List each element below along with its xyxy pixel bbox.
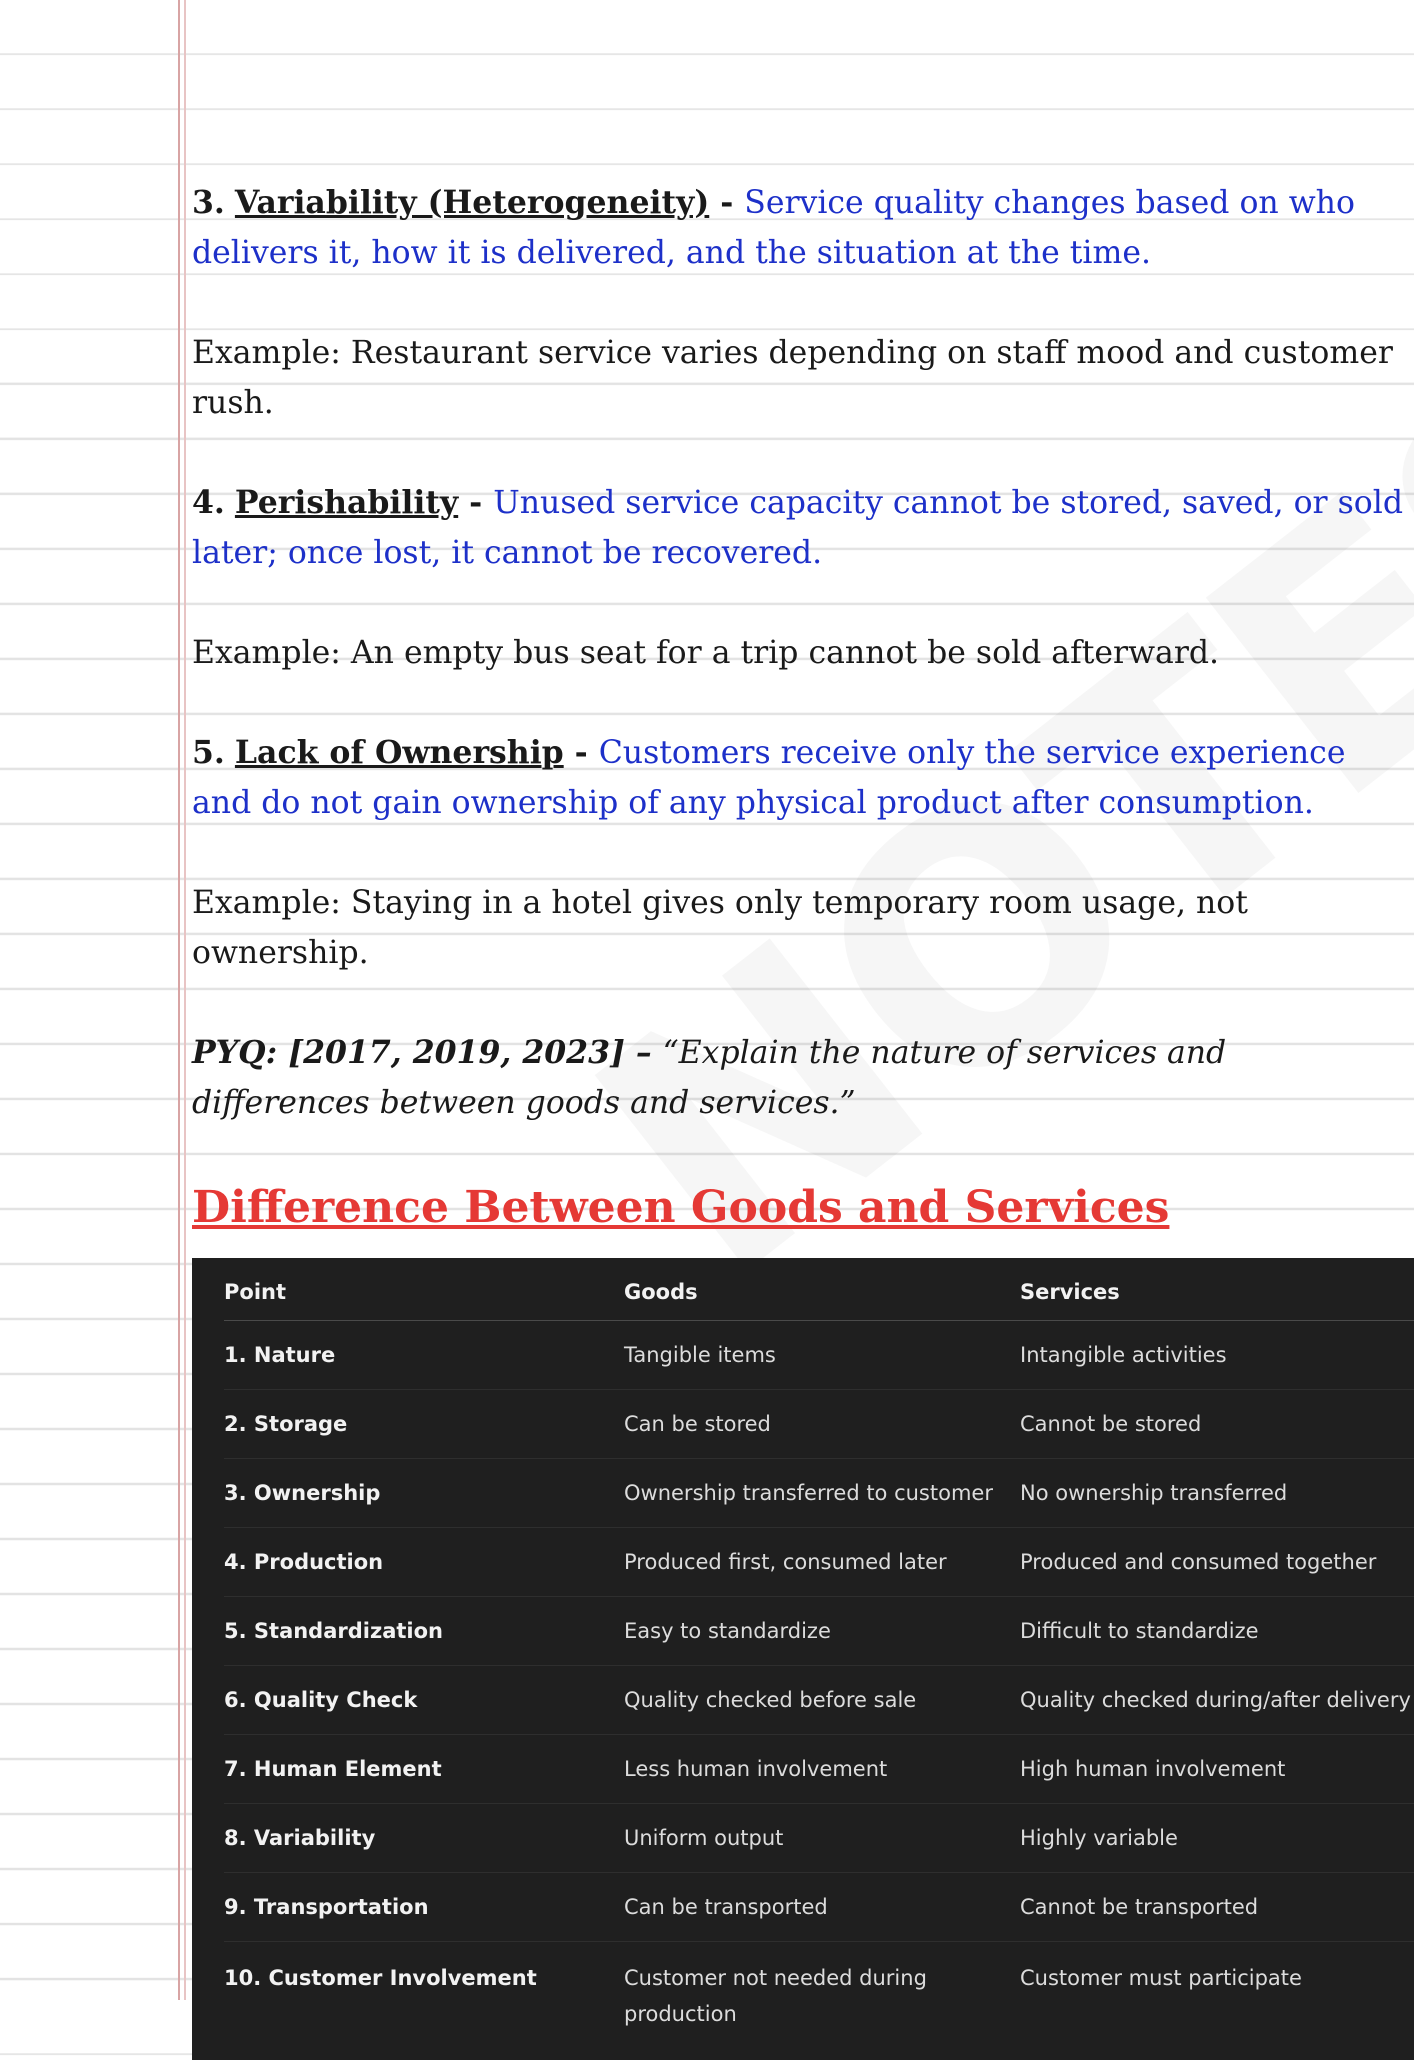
table-row bbox=[224, 1528, 1414, 1597]
table-row bbox=[224, 1390, 1414, 1459]
cell-goods: Ownership transferred to customer bbox=[624, 1459, 1020, 1528]
margin-line bbox=[178, 0, 180, 2000]
header-services: Services bbox=[1020, 1264, 1414, 1321]
cell-point: 10. Customer Involvement bbox=[224, 1966, 537, 1990]
cell-goods: Can be transported bbox=[624, 1873, 1020, 1942]
pyq-label: PYQ: [2017, 2019, 2023] – bbox=[192, 1034, 663, 1071]
cell-point: 3. Ownership bbox=[224, 1459, 624, 1528]
table-row bbox=[224, 1942, 1414, 2043]
cell-services: Highly variable bbox=[1020, 1804, 1414, 1873]
item-example: Example: Staying in a hotel gives only temporary room usage, not ownership. bbox=[192, 885, 1248, 971]
pyq-note bbox=[192, 1028, 1412, 1128]
comparison-table bbox=[192, 1258, 1414, 2060]
cell-point: 7. Human Element bbox=[224, 1735, 624, 1804]
cell-goods: Quality checked before sale bbox=[624, 1666, 1020, 1735]
cell-goods: Produced first, consumed later bbox=[624, 1528, 1020, 1597]
cell-services: High human involvement bbox=[1020, 1735, 1414, 1804]
cell-services: Intangible activities bbox=[1020, 1321, 1414, 1390]
item-definition: Customers receive only the service experience and do not gain ownership of any physical product after consumption. bbox=[192, 735, 1346, 821]
cell-services: Cannot be transported bbox=[1020, 1873, 1414, 1942]
cell-point: 6. Quality Check bbox=[224, 1666, 624, 1735]
item-term: Variability (Heterogeneity) bbox=[234, 184, 710, 221]
item-term: Perishability bbox=[234, 484, 459, 521]
table-row bbox=[224, 1321, 1414, 1390]
header-point: Point bbox=[224, 1264, 624, 1321]
cell-point: 1. Nature bbox=[224, 1321, 624, 1390]
cell-services: Produced and consumed together bbox=[1020, 1528, 1414, 1597]
cell-point: 5. Standardization bbox=[224, 1597, 624, 1666]
cell-services: Cannot be stored bbox=[1020, 1390, 1414, 1459]
cell-point: 9. Transportation bbox=[224, 1873, 624, 1942]
section-heading: Difference Between Goods and Services bbox=[192, 1182, 1170, 1233]
item-example: Example: An empty bus seat for a trip cannot be sold afterward. bbox=[192, 635, 1220, 671]
item-perishability bbox=[192, 478, 1412, 578]
margin-line-inner bbox=[184, 0, 186, 2000]
item-separator: - bbox=[458, 484, 494, 521]
cell-goods: Tangible items bbox=[624, 1321, 1020, 1390]
cell-goods: Uniform output bbox=[624, 1804, 1020, 1873]
table-row bbox=[224, 1735, 1414, 1804]
cell-goods: Less human involvement bbox=[624, 1735, 1020, 1804]
table-row bbox=[224, 1597, 1414, 1666]
cell-goods: Customer not needed during production bbox=[624, 1966, 927, 2026]
page-content bbox=[192, 178, 1412, 2060]
cell-services: No ownership transferred bbox=[1020, 1459, 1414, 1528]
item-separator: - bbox=[709, 184, 745, 221]
cell-point: 8. Variability bbox=[224, 1804, 624, 1873]
cell-point: 4. Production bbox=[224, 1528, 624, 1597]
cell-goods: Can be stored bbox=[624, 1390, 1020, 1459]
item-term: Lack of Ownership bbox=[234, 734, 564, 771]
item-example: Example: Restaurant service varies depending on staff mood and customer rush. bbox=[192, 335, 1393, 421]
table-row bbox=[224, 1804, 1414, 1873]
item-definition: Service quality changes based on who delivers it, how it is delivered, and the situation at the time. bbox=[192, 185, 1355, 271]
item-number: 5. bbox=[192, 734, 225, 771]
cell-goods: Easy to standardize bbox=[624, 1597, 1020, 1666]
table-header-row bbox=[224, 1264, 1414, 1321]
cell-services: Difficult to standardize bbox=[1020, 1597, 1414, 1666]
table-row bbox=[224, 1459, 1414, 1528]
table-row bbox=[224, 1666, 1414, 1735]
cell-services: Quality checked during/after delivery bbox=[1020, 1666, 1414, 1735]
item-definition: Unused service capacity cannot be stored, saved, or sold later; once lost, it cannot be recovered. bbox=[192, 485, 1403, 571]
header-goods: Goods bbox=[624, 1264, 1020, 1321]
cell-point: 2. Storage bbox=[224, 1390, 624, 1459]
table-row bbox=[224, 1873, 1414, 1942]
item-lack-of-ownership bbox=[192, 728, 1412, 828]
item-variability bbox=[192, 178, 1412, 278]
item-number: 4. bbox=[192, 484, 225, 521]
cell-services: Customer must participate bbox=[1020, 1966, 1302, 1990]
item-number: 3. bbox=[192, 184, 225, 221]
item-separator: - bbox=[563, 734, 599, 771]
pyq-question: “Explain the nature of services and differences between goods and services.” bbox=[192, 1035, 1227, 1121]
